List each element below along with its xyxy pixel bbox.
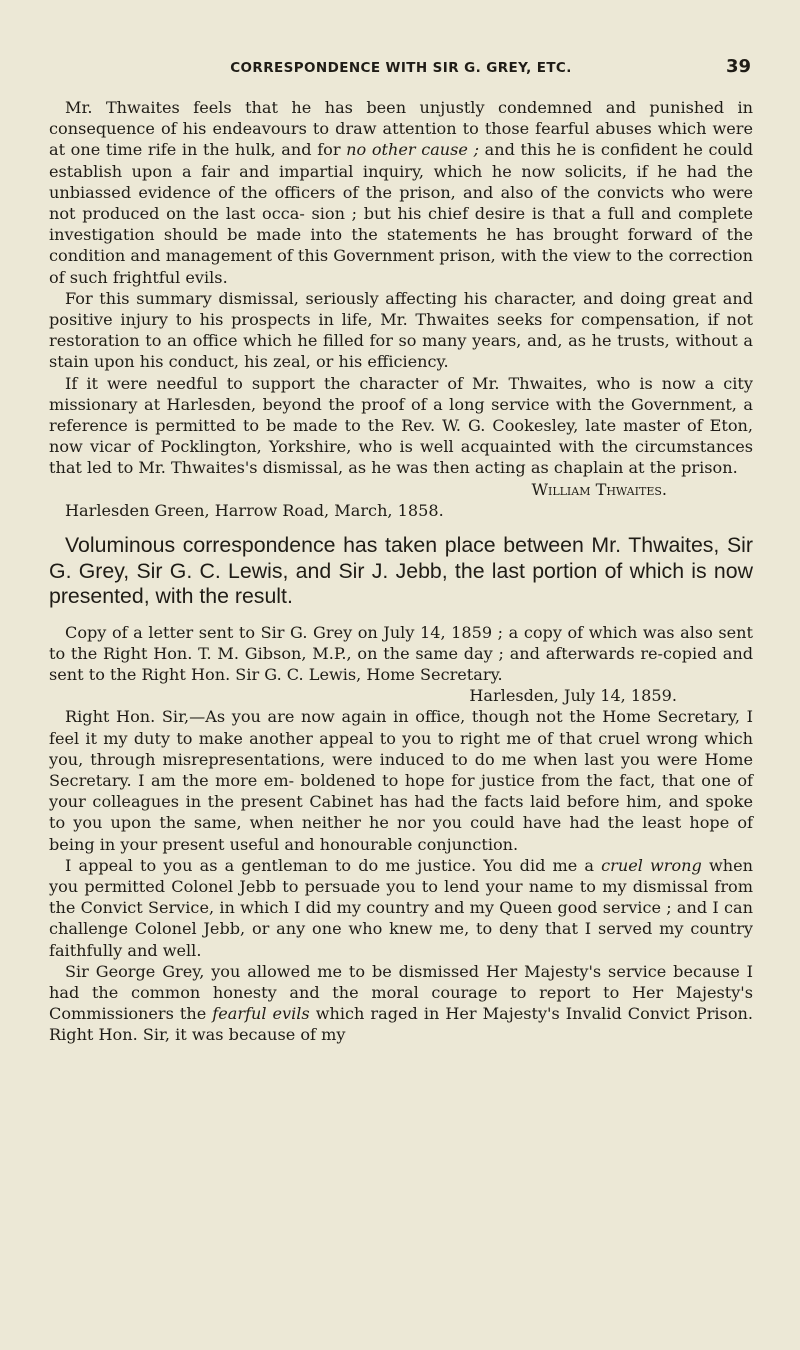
text-run: I appeal to you as a gentleman to do me justice. You did me a <box>65 855 602 875</box>
paragraph-letter-salutation: Right Hon. Sir,—As you are now again in office, though not the Home Secretary, I feel it my duty to make another appeal to you to right me of that cruel wrong which you, through misrepresentations, were induced to do me when last you were Home Secretary. I am the more em- boldened to hope for justice from the fact, that one of your colleagues in the present Cabinet has had the facts laid before him, and spoke to you upon the same, when neither he nor you could have had the least hope of being in your present useful and honourable conjunction. <box>49 707 753 854</box>
running-title: CORRESPONDENCE WITH SIR G. GREY, ETC. <box>230 60 572 76</box>
letter-date: Harlesden, July 14, 1859. <box>469 686 677 706</box>
dateline: Harlesden Green, Harrow Road, March, 1858. <box>65 500 444 520</box>
section-heading: Voluminous correspondence has taken place between Mr. Thwaites, Sir G. Grey, Sir G. C. Lewis, and Sir J. Jebb, the last portion of which is now presented, with the result. <box>49 533 753 609</box>
running-header <box>49 56 753 86</box>
text-run: which raged in Her Majesty's Invalid Convict Prison. Right Hon. Sir, it was because of my <box>49 1004 753 1045</box>
document-page <box>49 56 753 1336</box>
paragraph-dismissal <box>49 961 753 1046</box>
paragraph-thwaites-grievance <box>49 97 753 288</box>
text-run: and this he is confident he could establish upon a fair and impartial inquiry, which he now solicits, if he had the unbiassed evidence of the officers of the prison, and also of the convicts who were not produced on the last occa- sion ; but his chief desire is that a full and complete investigation should be made into the statements he has brought forward of the condition and management of this Government prison, with the view to the correction of such frightful evils. <box>49 140 753 287</box>
paragraph-reference: If it were needful to support the character of Mr. Thwaites, who is now a city missionary at Harlesden, beyond the proof of a long service with the Government, a reference is permitted to be made to the Rev. W. G. Cookesley, late master of Eton, now vicar of Pocklington, Yorkshire, who is well acquainted with the circumstances that led to Mr. Thwaites's dismissal, as he was then acting as chaplain at the prison. <box>49 373 753 478</box>
italic-text: fearful evils <box>212 1004 310 1024</box>
paragraph-appeal <box>49 855 753 961</box>
text-run: Sir George Grey, you allowed me to be dismissed Her Majesty's service because I had the common honesty and the moral courage to report to Her Majesty's Commissioners the <box>49 961 753 1024</box>
text-run: Mr. Thwaites feels that he has been unjustly condemned and punished in consequence of his endeavours to draw attention to those fearful abuses which were at one time rife in the hulk, and for <box>49 98 753 160</box>
paragraph-compensation: For this summary dismissal, seriously affecting his character, and doing great and positive injury to his prospects in life, Mr. Thwaites seeks for compensation, if not restoration to an office which he filled for so many years, and, as he trusts, without a stain upon his conduct, his zeal, or his efficiency. <box>49 288 753 372</box>
italic-text: cruel wrong <box>601 855 702 875</box>
signature: William Thwaites. <box>531 479 667 499</box>
body-text <box>49 97 753 1046</box>
paragraph-letter-copy-note: Copy of a letter sent to Sir G. Grey on July 14, 1859 ; a copy of which was also sent to the Right Hon. T. M. Gibson, M.P., on the same day ; and afterwards re-copied and sent to the Right Hon. Sir G. C. Lewis, Home Secretary. <box>49 622 753 684</box>
italic-text: no other cause ; <box>346 140 479 160</box>
text-run: when you permitted Colonel Jebb to persuade you to lend your name to my dismissal from the Convict Service, in which I did my country and my Queen good service ; and I can challenge Colonel Jebb, or any one who knew me, to deny that I served my country faithfully and well. <box>49 855 754 960</box>
page-number: 39 <box>725 56 751 77</box>
